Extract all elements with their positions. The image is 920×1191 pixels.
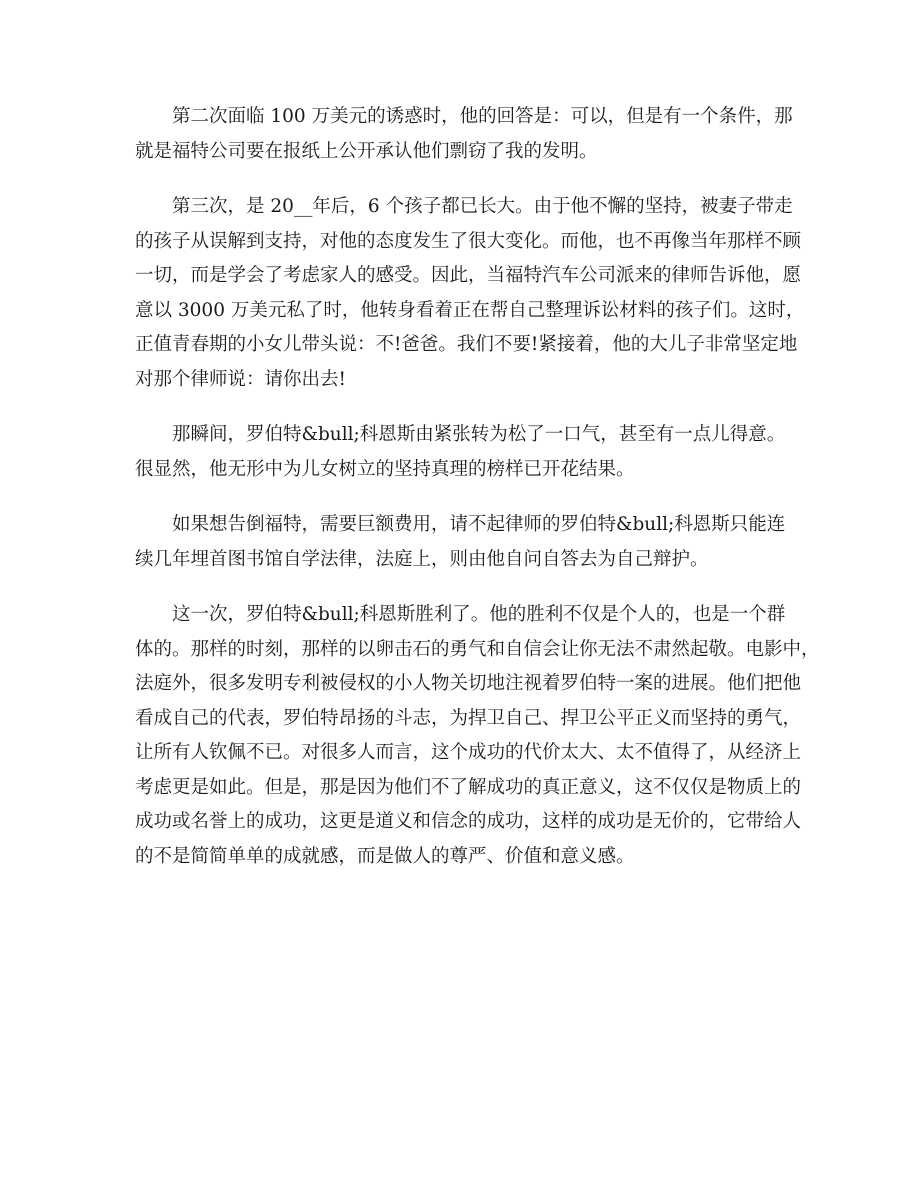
text-line: 让所有人钦佩不已。对很多人而言，这个成功的代价太大、太不值得了，从经济上 (135, 742, 802, 763)
paragraph-1 (135, 100, 795, 169)
text-line: 法庭外，很多发明专利被侵权的小人物关切地注视着罗伯特一案的进展。他们把他 (135, 673, 802, 694)
text-line: 很显然，他无形中为儿女树立的坚持真理的榜样已开花结果。 (135, 458, 635, 480)
text-line: 就是福特公司要在报纸上公开承认他们剽窃了我的发明。 (135, 140, 598, 162)
text-line: 第二次面临 100 万美元的诱惑时，他的回答是：可以，但是有一个条件，那 (172, 106, 793, 127)
text-line: 意以 3000 万美元私了时，他转身看着正在帮自己整理诉讼材料的孩子们。这时， (135, 299, 805, 321)
paragraph-4 (135, 508, 795, 577)
text-line: 的不是简简单单的成就感，而是做人的尊严、价值和意义感。 (135, 845, 635, 867)
text-line: 正值青春期的小女儿带头说：不!爸爸。我们不要!紧接着，他的大儿子非常坚定地 (135, 334, 798, 355)
text-line: 考虑更是如此。但是，那是因为他们不了解成功的真正意义，这不仅仅是物质上的 (135, 776, 802, 798)
text-line: 对那个律师说：请你出去! (135, 368, 346, 390)
text-line: 续几年埋首图书馆自学法律，法庭上，则由他自问自答去为自己辩护。 (135, 548, 709, 570)
text-line: 这一次，罗伯特&bull;科恩斯胜利了。他的胜利不仅是个人的，也是一个群 (172, 604, 786, 625)
text-line: 成功或名誉上的成功，这更是道义和信念的成功，这样的成功是无价的，它带给人 (135, 811, 802, 832)
text-line: 那瞬间，罗伯特&bull;科恩斯由紧张转为松了一口气，甚至有一点儿得意。 (172, 424, 786, 445)
text-line: 第三次，是 20__年后，6 个孩子都已长大。由于他不懈的坚持，被妻子带走 (172, 196, 793, 217)
document-body (135, 100, 820, 895)
text-line: 的孩子从误解到支持，对他的态度发生了很大变化。而他，也不再像当年那样不顾 (135, 230, 802, 252)
paragraph-3 (135, 418, 795, 487)
text-line: 一切，而是学会了考虑家人的感受。因此，当福特汽车公司派来的律师告诉他，愿 (135, 265, 802, 286)
text-line: 如果想告倒福特，需要巨额费用，请不起律师的罗伯特&bull;科恩斯只能连 (172, 514, 786, 535)
paragraph-5 (135, 598, 820, 874)
text-line: 体的。那样的时刻，那样的以卵击石的勇气和自信会让你无法不肃然起敬。电影中， (135, 638, 820, 660)
paragraph-2 (135, 190, 805, 397)
text-line: 看成自己的代表，罗伯特昂扬的斗志，为捍卫自己、捍卫公平正义而坚持的勇气， (135, 707, 802, 729)
